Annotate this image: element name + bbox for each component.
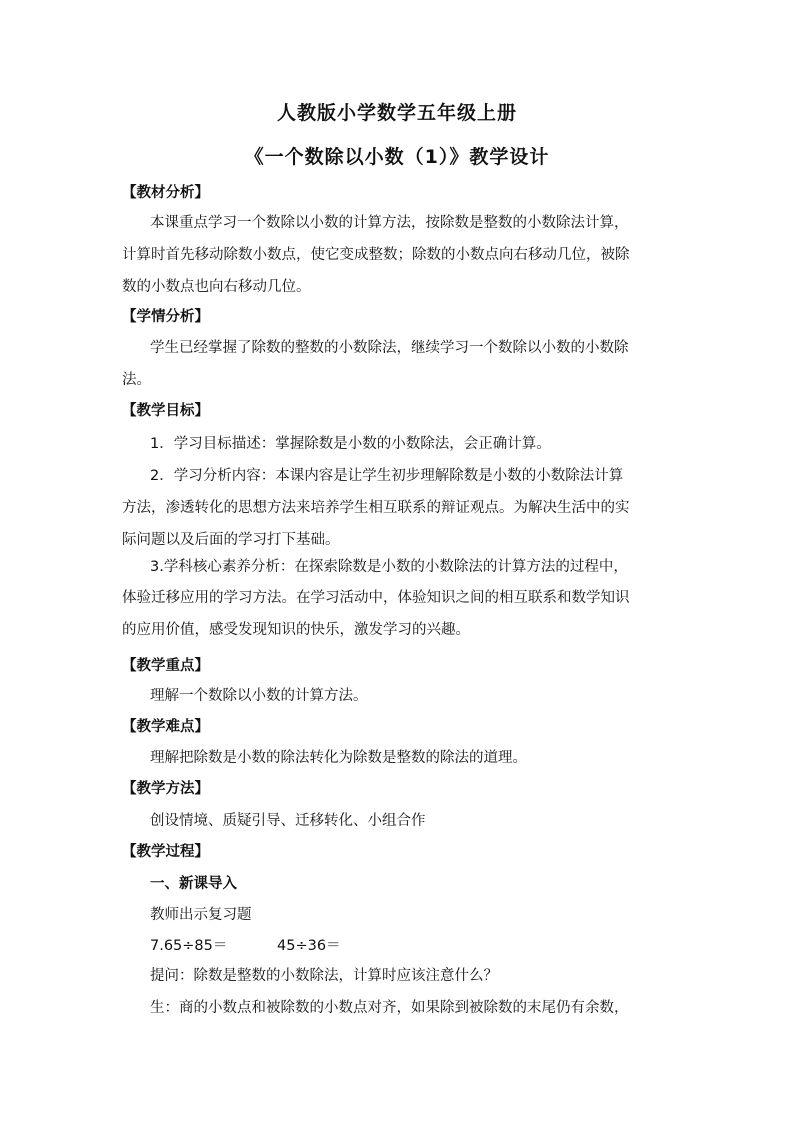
goals-line-1: 1．学习目标描述：掌握除数是小数的小数除法，会正确计算。 xyxy=(150,436,551,452)
section-heading-process: 【教学过程】 xyxy=(122,844,209,860)
review-equation-1: 7.65÷85＝ xyxy=(150,938,228,954)
goals-line-2: 2．学习分析内容：本课内容是让学生初步理解除数是小数的小数除法计算 xyxy=(150,468,624,484)
goals-line-5: 3.学科核心素养分析：在探索除数是小数的小数除法的计算方法的过程中， xyxy=(150,559,628,575)
section-heading-goals: 【教学目标】 xyxy=(122,403,209,419)
material-line-3: 数的小数点也向右移动几位。 xyxy=(122,279,311,295)
process-question: 提问：除数是整数的小数除法，计算时应该注意什么？ xyxy=(150,968,498,984)
review-equation-2: 45÷36＝ xyxy=(277,938,341,954)
process-answer: 生：商的小数点和被除数的小数点对齐，如果除到被除数的末尾仍有余数， xyxy=(150,1000,629,1016)
process-subheading: 一、新课导入 xyxy=(150,876,237,892)
key-points-line-1: 理解一个数除以小数的计算方法。 xyxy=(150,688,368,704)
section-heading-key-points: 【教学重点】 xyxy=(122,658,209,674)
material-line-2: 计算时首先移动除数小数点，使它变成整数；除数的小数点向右移动几位，被除 xyxy=(122,247,630,263)
section-heading-difficulties: 【教学难点】 xyxy=(122,719,209,735)
goals-line-6: 体验迁移应用的学习方法。在学习活动中，体验知识之间的相互联系和数学知识 xyxy=(122,590,630,606)
process-intro: 教师出示复习题 xyxy=(150,907,252,923)
material-line-1: 本课重点学习一个数除以小数的计算方法，按除数是整数的小数除法计算， xyxy=(150,215,629,231)
goals-line-4: 际问题以及后面的学习打下基础。 xyxy=(122,532,340,548)
document-title-line1: 人教版小学数学五年级上册 xyxy=(276,102,517,124)
document-title-line2: 《一个数除以小数（1）》教学设计 xyxy=(244,146,550,168)
section-heading-methods: 【教学方法】 xyxy=(122,781,209,797)
methods-line-1: 创设情境、质疑引导、迁移转化、小组合作 xyxy=(150,813,426,829)
difficulties-line-1: 理解把除数是小数的除法转化为除数是整数的除法的道理。 xyxy=(150,750,527,766)
students-line-2: 法。 xyxy=(122,372,151,388)
goals-line-3: 方法，渗透转化的思想方法来培养学生相互联系的辩证观点。为解决生活中的实 xyxy=(122,500,630,516)
goals-line-7: 的应用价值，感受发现知识的快乐，激发学习的兴趣。 xyxy=(122,622,470,638)
section-heading-material: 【教材分析】 xyxy=(122,185,209,201)
students-line-1: 学生已经掌握了除数的整数的小数除法，继续学习一个数除以小数的小数除 xyxy=(150,340,629,356)
section-heading-students: 【学情分析】 xyxy=(122,309,209,325)
